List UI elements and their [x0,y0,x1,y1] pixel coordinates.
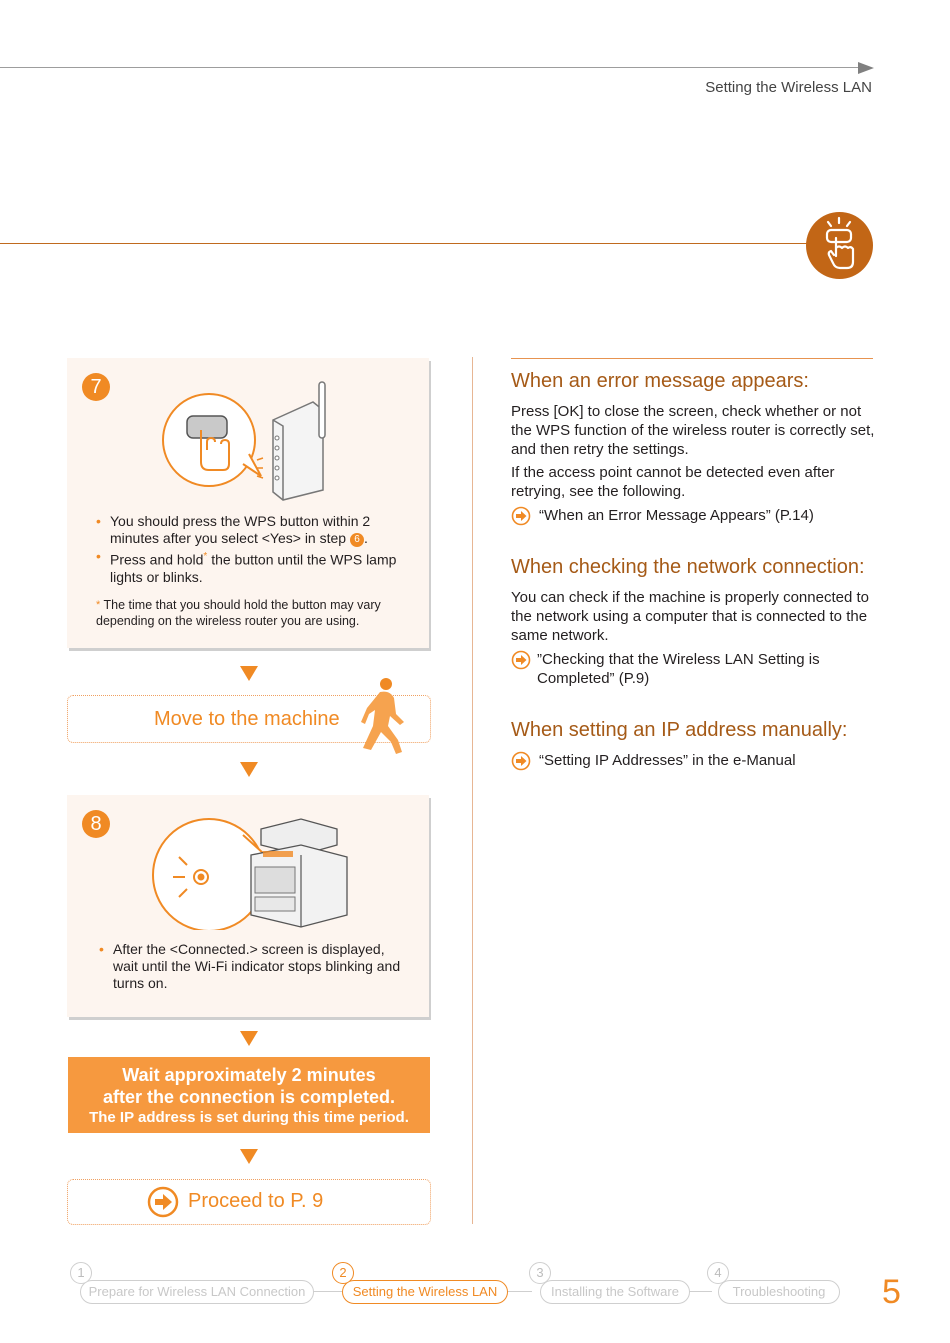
nav-step-label: Troubleshooting [732,1284,826,1299]
nav-step-1[interactable] [80,1280,314,1304]
proceed-link[interactable] [67,1179,431,1225]
step8-bullets [97,941,407,993]
section-title: Setting the Wireless LAN [705,79,872,96]
step-ref-badge: 6 [350,533,364,547]
nav-connector [506,1291,532,1292]
list-item: • Press and hold* the button until the WPS lamp lights or blinks. [94,548,414,586]
page-number: 5 [882,1273,901,1311]
wait-line3: The IP address is set during this time period. [89,1109,409,1126]
link-arrow-icon [511,506,531,526]
ip-heading: When setting an IP address manually: [511,719,848,741]
step7-bullets [94,513,414,587]
nav-step-number: 2 [332,1262,354,1284]
printer-icon [251,819,347,927]
header-arrow-icon [858,62,874,74]
header-rule [0,67,862,68]
flow-arrow-icon [240,666,258,681]
nav-connector [688,1291,712,1292]
link-arrow-icon [511,751,531,771]
step7-card [67,358,429,648]
right-column-rule [511,358,873,359]
step7-number: 7 [82,373,110,401]
step7-note: * The time that you should hold the button may vary depending on the wireless router you are using. [96,598,381,628]
press-button-icon [806,212,873,279]
check-heading: When checking the network connection: [511,556,865,578]
nav-step-3[interactable] [540,1280,690,1304]
list-item: • After the <Connected.> screen is displayed, wait until the Wi-Fi indicator stops blinking and turns on. [97,941,407,992]
nav-step-number: 1 [70,1262,92,1284]
nav-connector [312,1291,342,1292]
step8-number: 8 [82,810,110,838]
link-arrow-icon [511,650,531,670]
wps-illustration [157,380,347,506]
error-body: Press [OK] to close the screen, check whether or not the WPS function of the wireless router is correctly set, and then retry the settings. If the access point cannot be detected even after retrying, see the following. [511,403,875,500]
wait-line2: after the connection is completed. [102,1087,396,1107]
nav-step-4[interactable] [718,1280,840,1304]
router-icon [257,382,325,500]
list-item: • You should press the WPS button within 2 minutes after you select <Yes> in step 6 . [94,513,414,547]
printer-illustration [151,815,351,930]
nav-step-label: Installing the Software [551,1284,679,1299]
wait-line1: Wait approximately 2 minutes [122,1065,376,1085]
proceed-arrow-icon [147,1186,179,1218]
nav-step-2[interactable] [342,1280,508,1304]
check-body: You can check if the machine is properly connected to the network using a computer that is connected to the same network. [511,589,869,644]
flow-arrow-icon [240,762,258,777]
nav-step-number: 3 [529,1262,551,1284]
walking-person-icon [356,676,412,756]
flow-arrow-icon [240,1149,258,1164]
error-heading: When an error message appears: [511,370,809,392]
nav-step-label: Prepare for Wireless LAN Connection [88,1284,306,1299]
flow-arrow-icon [240,1031,258,1046]
wait-notice [68,1057,430,1133]
move-to-machine-label: Move to the machine [154,708,340,730]
column-divider [472,357,473,1224]
nav-step-label: Setting the Wireless LAN [352,1284,498,1299]
step8-card [67,795,429,1017]
proceed-label: Proceed to P. 9 [188,1190,324,1212]
section-divider [0,243,810,244]
nav-step-number: 4 [707,1262,729,1284]
